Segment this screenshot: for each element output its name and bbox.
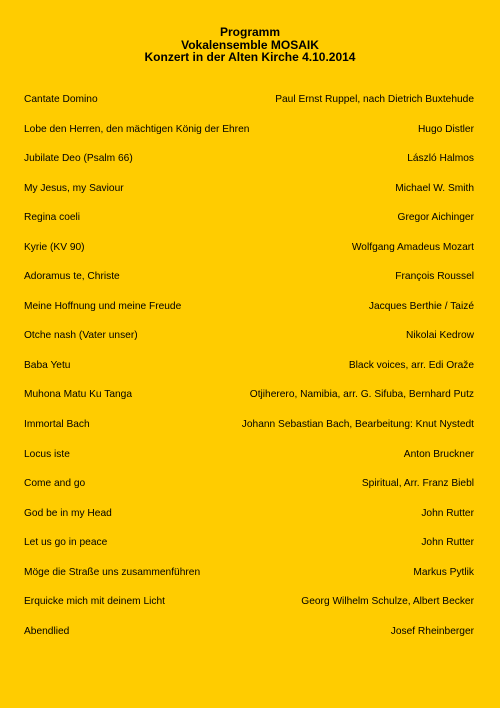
piece-title: Muhona Matu Ku Tanga: [24, 389, 132, 401]
program-row: [24, 242, 474, 272]
header-title: Programm: [219, 25, 281, 39]
program-row: [24, 626, 474, 656]
piece-title: Locus iste: [24, 448, 70, 460]
piece-composer: Paul Ernst Ruppel, nach Dietrich Buxtehude: [275, 94, 474, 105]
piece-composer: László Halmos: [407, 153, 474, 165]
piece-title: Lobe den Herren, den mächtigen König der Ehren: [24, 123, 250, 135]
program-row: [24, 389, 474, 419]
program-row: [24, 508, 474, 538]
piece-composer: John Rutter: [421, 507, 474, 519]
piece-title: Immortal Bach: [24, 419, 90, 431]
piece-title: God be in my Head: [24, 507, 112, 519]
header-ensemble: Vokalensemble MOSAIK: [181, 37, 319, 52]
header-concert: Konzert in der Alten Kirche 4.10.2014: [144, 50, 356, 64]
piece-title: Kyrie (KV 90): [24, 241, 85, 253]
piece-title: My Jesus, my Saviour: [24, 182, 124, 194]
piece-composer: Hugo Distler: [417, 123, 474, 135]
piece-composer: Georg Wilhelm Schulze, Albert Becker: [301, 596, 474, 608]
piece-composer: Black voices, arr. Edi Oraže: [348, 359, 474, 371]
piece-composer: Spiritual, Arr. Franz Biebl: [361, 478, 474, 490]
piece-title: Adoramus te, Christe: [24, 271, 120, 283]
program-list: [24, 94, 474, 655]
piece-title: Come and go: [24, 478, 86, 490]
piece-title: Cantate Domino: [24, 94, 98, 105]
program-header: [0, 26, 500, 64]
piece-composer: Anton Bruckner: [403, 448, 474, 460]
piece-composer: John Rutter: [421, 537, 474, 549]
piece-title: Baba Yetu: [24, 359, 71, 371]
piece-composer: Otjiherero, Namibia, arr. G. Sifuba, Bernhard Putz: [249, 389, 474, 401]
piece-title: Meine Hoffnung und meine Freude: [24, 300, 182, 312]
program-row: [24, 301, 474, 331]
program-row: [24, 330, 474, 360]
program-row: [24, 449, 474, 479]
program-row: [24, 478, 474, 508]
piece-title: Abendlied: [24, 625, 70, 637]
piece-title: Regina coeli: [24, 212, 81, 224]
program-row: [24, 153, 474, 183]
piece-composer: Markus Pytlik: [413, 566, 474, 578]
piece-composer: Nikolai Kedrow: [406, 330, 474, 342]
program-row: [24, 360, 474, 390]
piece-composer: Gregor Aichinger: [397, 212, 474, 224]
piece-title: Let us go in peace: [24, 537, 108, 549]
program-row: [24, 567, 474, 597]
program-row: [24, 596, 474, 626]
piece-composer: Johann Sebastian Bach, Bearbeitung: Knut Nystedt: [241, 419, 474, 431]
piece-composer: Josef Rheinberger: [390, 625, 474, 637]
program-row: [24, 124, 474, 154]
program-row: [24, 183, 474, 213]
program-row: [24, 537, 474, 567]
program-row: [24, 94, 474, 124]
program-row: [24, 271, 474, 301]
piece-title: Otche nash (Vater unser): [24, 330, 138, 342]
program-row: [24, 212, 474, 242]
piece-composer: François Roussel: [395, 271, 474, 283]
piece-composer: Michael W. Smith: [395, 182, 474, 194]
piece-title: Möge die Straße uns zusammenführen: [24, 566, 201, 578]
piece-composer: Wolfgang Amadeus Mozart: [351, 241, 474, 253]
piece-composer: Jacques Berthie / Taizé: [368, 300, 474, 312]
piece-title: Erquicke mich mit deinem Licht: [24, 596, 165, 608]
program-row: [24, 419, 474, 449]
piece-title: Jubilate Deo (Psalm 66): [24, 153, 133, 165]
